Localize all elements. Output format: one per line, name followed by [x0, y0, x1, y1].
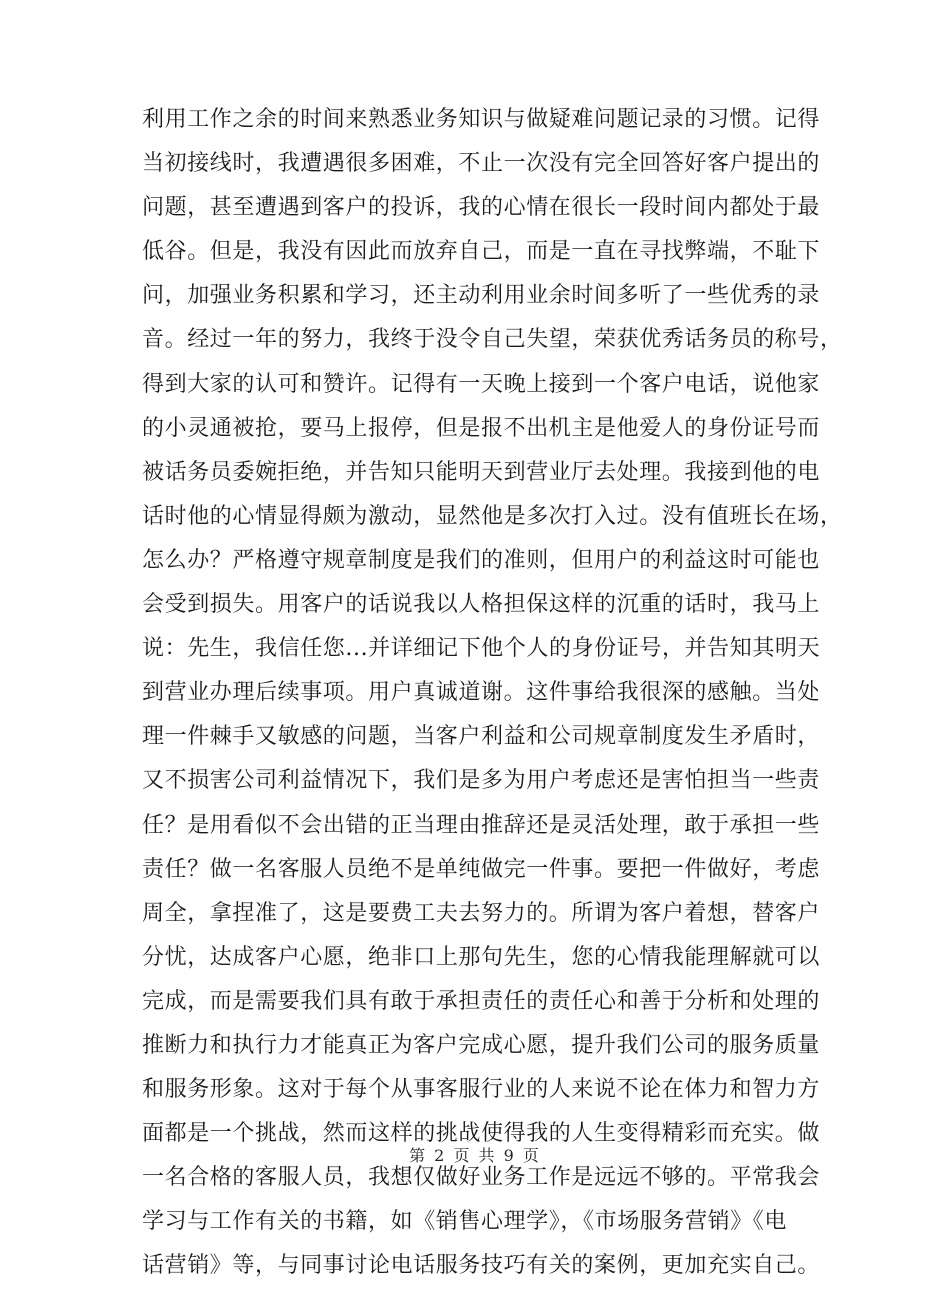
- text-line: 学习与工作有关的书籍，如《销售心理学》，《市场服务营销》《电: [142, 1209, 788, 1235]
- text-line: 又不损害公司利益情况下，我们是多为用户考虑还是害怕担当一些责: [142, 768, 821, 794]
- text-line: 周全，拿捏准了，这是要费工夫去努力的。所谓为客户着想，替客户: [142, 900, 821, 926]
- text-line: 推断力和执行力才能真正为客户完成心愿，提升我们公司的服务质量: [142, 1032, 821, 1058]
- text-line: 完成，而是需要我们具有敢于承担责任的责任心和善于分析和处理的: [142, 988, 821, 1014]
- page-number-footer: 第 2 页 共 9 页: [409, 1146, 541, 1165]
- text-line: 被话务员委婉拒绝，并告知只能明天到营业厅去处理。我接到他的电: [142, 459, 821, 485]
- text-line: 一名合格的客服人员，我想仅做好业务工作是远远不够的。平常我会: [142, 1165, 821, 1191]
- text-line: 话时他的心情显得颇为激动，显然他是多次打入过。没有值班长在场，: [142, 503, 843, 529]
- text-line: 音。经过一年的努力，我终于没令自己失望，荣获优秀话务员的称号，: [142, 327, 843, 353]
- body-text: [142, 98, 843, 1289]
- text-line: 的小灵通被抢，要马上报停，但是报不出机主是他爱人的身份证号而: [142, 415, 821, 441]
- text-line: 分忧，达成客户心愿，绝非口上那句先生，您的心情我能理解就可以: [142, 944, 821, 970]
- text-line: 面都是一个挑战，然而这样的挑战使得我的人生变得精彩而充实。做: [142, 1121, 821, 1147]
- text-line: 利用工作之余的时间来熟悉业务知识与做疑难问题记录的习惯。记得: [142, 107, 821, 132]
- text-line: 任？是用看似不会出错的正当理由推辞还是灵活处理，敢于承担一些: [142, 812, 821, 838]
- text-line: 理一件棘手又敏感的问题，当客户利益和公司规章制度发生矛盾时，: [142, 724, 821, 750]
- text-line: 说：先生，我信任您...并详细记下他个人的身份证号，并告知其明天: [142, 636, 821, 662]
- text-line: 问，加强业务积累和学习，还主动利用业余时间多听了一些优秀的录: [142, 283, 821, 309]
- text-line: 会受到损失。用客户的话说我以人格担保这样的沉重的话时，我马上: [142, 592, 821, 618]
- text-line: 话营销》等，与同事讨论电话服务技巧有关的案例，更加充实自己。: [142, 1253, 821, 1279]
- text-line: 到营业办理后续事项。用户真诚道谢。这件事给我很深的感触。当处: [142, 680, 821, 706]
- text-line: 当初接线时，我遭遇很多困难，不止一次没有完全回答好客户提出的: [142, 151, 821, 177]
- text-line: 和服务形象。这对于每个从事客服行业的人来说不论在体力和智力方: [142, 1077, 821, 1103]
- text-line: 怎么办？严格遵守规章制度是我们的准则，但用户的利益这时可能也: [142, 547, 821, 573]
- text-line: 得到大家的认可和赞许。记得有一天晚上接到一个客户电话，说他家: [142, 371, 821, 397]
- text-line: 低谷。但是，我没有因此而放弃自己，而是一直在寻找弊端，不耻下: [142, 239, 821, 265]
- text-line: 责任？做一名客服人员绝不是单纯做完一件事。要把一件做好，考虑: [142, 856, 821, 882]
- text-line: 问题，甚至遭遇到客户的投诉，我的心情在很长一段时间内都处于最: [142, 195, 821, 221]
